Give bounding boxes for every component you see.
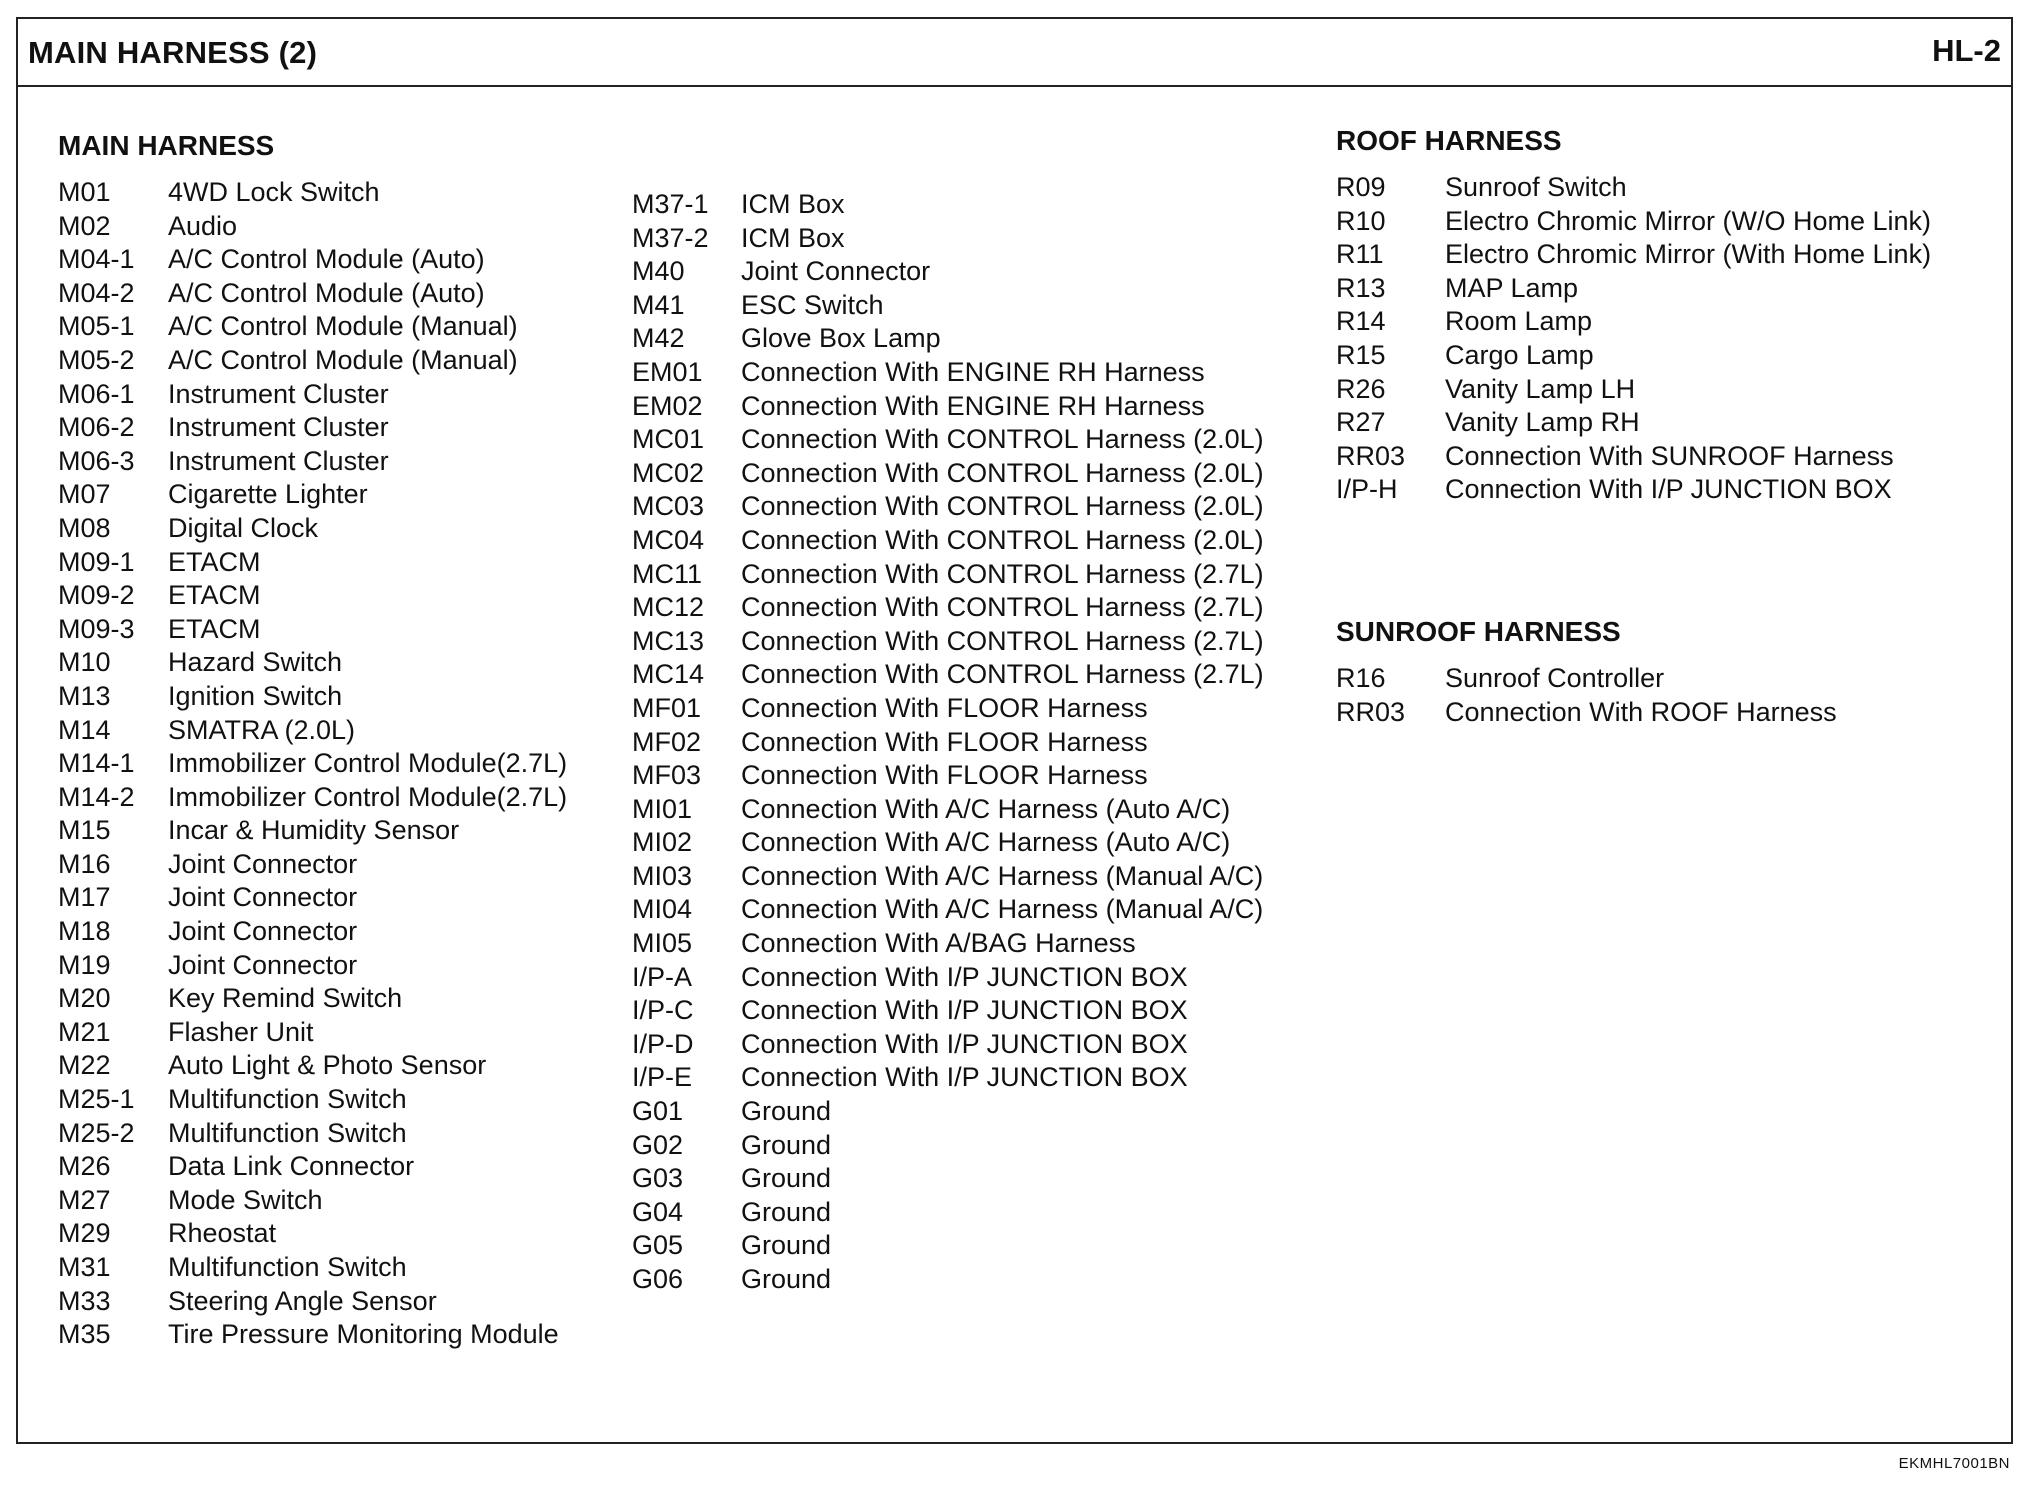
connector-code: M09-2: [58, 580, 135, 611]
connector-description: ETACM: [168, 546, 261, 577]
connector-row: [1336, 272, 1931, 306]
connector-code: M04-2: [58, 277, 135, 308]
connector-row: [58, 1083, 567, 1117]
connector-code: M35: [58, 1319, 111, 1350]
connector-row: [58, 1117, 567, 1151]
connector-code: M10: [58, 647, 111, 678]
connector-row: [58, 814, 567, 848]
connector-code: M42: [632, 323, 685, 354]
connector-description: Connection With ENGINE RH Harness: [741, 390, 1205, 421]
connector-description: Sunroof Controller: [1445, 663, 1665, 693]
connector-description: Audio: [168, 210, 238, 241]
connector-description: A/C Control Module (Manual): [168, 311, 518, 342]
connector-code: MI01: [632, 793, 693, 824]
connector-row: [632, 826, 1264, 860]
connector-description: Connection With CONTROL Harness (2.0L): [741, 491, 1264, 522]
main-harness-column-1: [58, 126, 567, 1352]
connector-row: [58, 478, 567, 512]
connector-code: R13: [1336, 272, 1386, 303]
connector-code: MI05: [632, 928, 693, 959]
connector-code: M13: [58, 680, 111, 711]
connector-description: A/C Control Module (Manual): [168, 344, 518, 375]
connector-row: [1336, 305, 1931, 339]
connector-code: M29: [58, 1218, 111, 1249]
connector-row: [632, 255, 1264, 289]
connector-row: [632, 793, 1264, 827]
connector-row: [632, 558, 1264, 592]
connector-code: MC04: [632, 524, 705, 555]
connector-description: 4WD Lock Switch: [168, 177, 380, 207]
connector-row: [58, 1217, 567, 1251]
connector-description: Connection With FLOOR Harness: [741, 726, 1148, 757]
connector-description: ESC Switch: [741, 289, 884, 320]
connector-description: ICM Box: [741, 222, 845, 253]
connector-description: Data Link Connector: [168, 1151, 415, 1182]
connector-row: [58, 646, 567, 680]
connector-description: Hazard Switch: [168, 647, 343, 678]
connector-description: Connection With ENGINE RH Harness: [741, 356, 1205, 387]
connector-row: [58, 680, 567, 714]
connector-description: Multifunction Switch: [168, 1252, 407, 1282]
connector-code: R14: [1336, 306, 1386, 337]
connector-description: ETACM: [168, 613, 261, 644]
connector-row: [58, 277, 567, 311]
connector-description: Immobilizer Control Module(2.7L): [168, 748, 568, 779]
connector-code: MI03: [632, 860, 693, 891]
connector-description: Instrument Cluster: [168, 378, 389, 409]
connector-description: Connection With A/C Harness (Manual A/C): [741, 894, 1264, 925]
connector-row: [58, 1285, 567, 1319]
connector-row: [632, 994, 1264, 1028]
connector-description: Connection With CONTROL Harness (2.7L): [741, 592, 1264, 623]
connector-description: Mode Switch: [168, 1184, 323, 1215]
connector-description: Connection With A/C Harness (Manual A/C): [741, 860, 1264, 891]
connector-code: M06-3: [58, 445, 135, 476]
connector-row: [1336, 339, 1931, 373]
connector-row: [58, 915, 567, 949]
connector-code: MI04: [632, 894, 693, 925]
connector-code: R16: [1336, 663, 1386, 693]
connector-code: M09-3: [58, 613, 135, 644]
connector-code: RR03: [1336, 696, 1406, 727]
page-code: HL-2: [1932, 33, 2001, 68]
connector-description: Joint Connector: [168, 916, 358, 947]
connector-code: M21: [58, 1016, 111, 1047]
connector-description: Connection With FLOOR Harness: [741, 760, 1148, 791]
connector-code: R09: [1336, 172, 1386, 202]
connector-description: Connection With CONTROL Harness (2.7L): [741, 659, 1264, 690]
connector-list: [1336, 171, 1931, 507]
connector-description: Ground: [741, 1163, 832, 1194]
connector-row: [632, 524, 1264, 558]
connector-code: M09-1: [58, 546, 135, 577]
roof-harness-section: [1336, 121, 1931, 507]
connector-code: M05-2: [58, 344, 135, 375]
connector-code: EM01: [632, 356, 703, 387]
connector-row: [632, 961, 1264, 995]
connector-code: M22: [58, 1050, 111, 1081]
connector-code: M05-1: [58, 311, 135, 342]
connector-list: [58, 176, 567, 1352]
connector-row: [1336, 373, 1931, 407]
connector-row: [632, 1129, 1264, 1163]
connector-row: [1336, 662, 1837, 696]
connector-code: MC13: [632, 625, 705, 656]
connector-code: I/P-E: [632, 1062, 693, 1093]
connector-description: Key Remind Switch: [168, 983, 403, 1014]
connector-description: Cigarette Lighter: [168, 479, 368, 510]
connector-description: Joint Connector: [741, 256, 931, 287]
main-harness-column-2: [632, 188, 1264, 1297]
connector-description: Joint Connector: [168, 848, 358, 879]
connector-code: M06-1: [58, 378, 135, 409]
connector-description: Multifunction Switch: [168, 1117, 407, 1148]
connector-row: [58, 982, 567, 1016]
connector-list: [632, 188, 1264, 1297]
connector-description: Flasher Unit: [168, 1016, 314, 1047]
connector-description: A/C Control Module (Auto): [168, 277, 485, 308]
connector-code: M26: [58, 1151, 111, 1182]
connector-code: M16: [58, 848, 111, 879]
connector-row: [58, 579, 567, 613]
connector-row: [632, 591, 1264, 625]
connector-row: [58, 781, 567, 815]
connector-description: Connection With FLOOR Harness: [741, 692, 1148, 723]
connector-row: [58, 243, 567, 277]
connector-row: [632, 1263, 1264, 1297]
connector-description: MAP Lamp: [1445, 272, 1579, 303]
connector-code: EM02: [632, 390, 703, 421]
connector-code: M02: [58, 210, 111, 241]
connector-code: M08: [58, 512, 111, 543]
connector-row: [632, 423, 1264, 457]
connector-code: M20: [58, 983, 111, 1014]
connector-description: Ignition Switch: [168, 680, 343, 711]
connector-description: Multifunction Switch: [168, 1084, 407, 1115]
connector-row: [632, 322, 1264, 356]
connector-row: [632, 457, 1264, 491]
connector-code: MF03: [632, 760, 702, 791]
connector-code: R10: [1336, 205, 1386, 236]
connector-code: MF02: [632, 726, 702, 757]
connector-code: MC01: [632, 424, 705, 455]
connector-description: Rheostat: [168, 1218, 277, 1249]
connector-code: G06: [632, 1264, 684, 1294]
connector-description: Connection With I/P JUNCTION BOX: [741, 961, 1188, 992]
connector-row: [58, 411, 567, 445]
connector-code: M37-1: [632, 189, 709, 219]
connector-row: [58, 1016, 567, 1050]
connector-row: [58, 176, 567, 210]
sunroof-harness-section: [1336, 612, 1837, 729]
connector-row: [632, 1229, 1264, 1263]
connector-description: Tire Pressure Monitoring Module: [168, 1319, 559, 1350]
connector-code: G05: [632, 1230, 684, 1261]
connector-description: Connection With A/C Harness (Auto A/C): [741, 827, 1231, 858]
connector-description: Connection With A/C Harness (Auto A/C): [741, 793, 1231, 824]
page-title: MAIN HARNESS (2): [28, 35, 318, 70]
connector-row: [632, 1028, 1264, 1062]
connector-row: [58, 310, 567, 344]
connector-row: [1336, 440, 1931, 474]
connector-code: M07: [58, 479, 111, 510]
connector-row: [58, 613, 567, 647]
sunroof-harness-title: SUNROOF HARNESS: [1336, 616, 1621, 647]
connector-description: Ground: [741, 1230, 832, 1261]
connector-code: MC11: [632, 558, 703, 589]
connector-row: [632, 1196, 1264, 1230]
connector-description: Cargo Lamp: [1445, 339, 1594, 370]
connector-description: Digital Clock: [168, 512, 319, 543]
connector-code: G02: [632, 1129, 684, 1160]
connector-row: [58, 1049, 567, 1083]
connector-row: [58, 1150, 567, 1184]
connector-description: Joint Connector: [168, 949, 358, 980]
connector-row: [58, 445, 567, 479]
connector-description: ETACM: [168, 580, 261, 611]
connector-code: G03: [632, 1163, 684, 1194]
page-header: [18, 19, 2011, 87]
connector-code: RR03: [1336, 440, 1406, 471]
connector-row: [632, 726, 1264, 760]
connector-code: G04: [632, 1196, 684, 1227]
connector-row: [58, 714, 567, 748]
connector-code: M06-2: [58, 412, 135, 443]
connector-code: M25-2: [58, 1117, 135, 1148]
connector-row: [58, 949, 567, 983]
connector-code: M19: [58, 949, 111, 980]
connector-row: [58, 512, 567, 546]
connector-row: [632, 222, 1264, 256]
connector-row: [1336, 406, 1931, 440]
connector-row: [1336, 696, 1837, 730]
connector-description: A/C Control Module (Auto): [168, 244, 485, 275]
connector-description: Glove Box Lamp: [741, 323, 941, 354]
connector-row: [632, 658, 1264, 692]
connector-code: M01: [58, 177, 111, 207]
connector-code: I/P-H: [1336, 474, 1398, 505]
connector-row: [632, 490, 1264, 524]
connector-code: G01: [632, 1096, 684, 1127]
connector-row: [1336, 238, 1931, 272]
connector-description: Electro Chromic Mirror (With Home Link): [1445, 239, 1932, 270]
connector-row: [632, 692, 1264, 726]
connector-description: Immobilizer Control Module(2.7L): [168, 781, 568, 812]
connector-row: [632, 1061, 1264, 1095]
connector-code: MC02: [632, 457, 705, 488]
connector-code: M14-1: [58, 748, 135, 779]
connector-row: [58, 378, 567, 412]
connector-description: Vanity Lamp RH: [1445, 407, 1640, 438]
connector-code: MC14: [632, 659, 705, 690]
connector-description: Ground: [741, 1264, 832, 1294]
connector-description: Connection With I/P JUNCTION BOX: [741, 1028, 1188, 1059]
connector-description: Ground: [741, 1129, 832, 1160]
connector-row: [1336, 171, 1931, 205]
connector-code: R26: [1336, 373, 1386, 404]
connector-description: Instrument Cluster: [168, 445, 389, 476]
connector-row: [632, 625, 1264, 659]
connector-code: M18: [58, 916, 111, 947]
connector-code: M27: [58, 1184, 111, 1215]
connector-code: MC12: [632, 592, 705, 623]
connector-row: [58, 1184, 567, 1218]
connector-row: [632, 759, 1264, 793]
connector-code: MI02: [632, 827, 693, 858]
roof-harness-title: ROOF HARNESS: [1336, 125, 1562, 156]
connector-description: SMATRA (2.0L): [168, 714, 356, 745]
connector-row: [1336, 473, 1931, 507]
connector-description: Instrument Cluster: [168, 412, 389, 443]
connector-code: M15: [58, 815, 111, 846]
connector-description: ICM Box: [741, 189, 845, 219]
connector-row: [58, 747, 567, 781]
connector-row: [58, 1251, 567, 1285]
connector-row: [58, 848, 567, 882]
connector-description: Connection With ROOF Harness: [1445, 696, 1837, 727]
main-harness-title: MAIN HARNESS: [58, 130, 275, 161]
connector-row: [58, 881, 567, 915]
connector-row: [632, 1095, 1264, 1129]
connector-row: [632, 356, 1264, 390]
connector-code: MF01: [632, 692, 702, 723]
connector-code: M04-1: [58, 244, 135, 275]
connector-description: Connection With I/P JUNCTION BOX: [741, 1062, 1188, 1093]
connector-description: Connection With CONTROL Harness (2.0L): [741, 457, 1264, 488]
connector-row: [58, 546, 567, 580]
connector-description: Connection With SUNROOF Harness: [1445, 440, 1894, 471]
connector-code: R27: [1336, 407, 1386, 438]
connector-row: [632, 927, 1264, 961]
document-code: EKMHL7001BN: [1898, 1455, 2010, 1472]
connector-description: Joint Connector: [168, 882, 358, 913]
connector-description: Steering Angle Sensor: [168, 1285, 437, 1316]
connector-code: M14: [58, 714, 111, 745]
connector-description: Connection With I/P JUNCTION BOX: [741, 995, 1188, 1026]
connector-code: I/P-D: [632, 1028, 694, 1059]
connector-list: [1336, 662, 1837, 729]
connector-row: [632, 893, 1264, 927]
connector-code: M33: [58, 1285, 111, 1316]
connector-description: Connection With CONTROL Harness (2.7L): [741, 625, 1264, 656]
connector-description: Connection With CONTROL Harness (2.0L): [741, 424, 1264, 455]
connector-description: Ground: [741, 1196, 832, 1227]
connector-description: Connection With A/BAG Harness: [741, 928, 1136, 959]
connector-row: [1336, 205, 1931, 239]
connector-description: Room Lamp: [1445, 306, 1593, 337]
connector-code: R15: [1336, 339, 1386, 370]
connector-row: [58, 1318, 567, 1352]
connector-description: Connection With I/P JUNCTION BOX: [1445, 474, 1892, 505]
connector-row: [632, 188, 1264, 222]
connector-row: [632, 860, 1264, 894]
connector-description: Connection With CONTROL Harness (2.0L): [741, 524, 1264, 555]
connector-description: Vanity Lamp LH: [1445, 373, 1636, 404]
connector-code: M31: [58, 1252, 111, 1282]
connector-row: [58, 210, 567, 244]
connector-code: M25-1: [58, 1084, 135, 1115]
connector-code: R11: [1336, 239, 1384, 270]
connector-row: [632, 289, 1264, 323]
connector-code: I/P-C: [632, 995, 694, 1026]
connector-code: M37-2: [632, 222, 709, 253]
connector-description: Connection With CONTROL Harness (2.7L): [741, 558, 1264, 589]
connector-code: M40: [632, 256, 685, 287]
connector-description: Incar & Humidity Sensor: [168, 815, 460, 846]
connector-description: Electro Chromic Mirror (W/O Home Link): [1445, 205, 1932, 236]
connector-description: Auto Light & Photo Sensor: [168, 1050, 487, 1081]
connector-code: MC03: [632, 491, 705, 522]
connector-description: Sunroof Switch: [1445, 172, 1627, 202]
connector-row: [632, 390, 1264, 424]
connector-description: Ground: [741, 1096, 832, 1127]
connector-code: M17: [58, 882, 111, 913]
connector-code: M14-2: [58, 781, 135, 812]
connector-row: [632, 1162, 1264, 1196]
connector-code: I/P-A: [632, 961, 693, 992]
connector-row: [58, 344, 567, 378]
connector-code: M41: [632, 289, 685, 320]
